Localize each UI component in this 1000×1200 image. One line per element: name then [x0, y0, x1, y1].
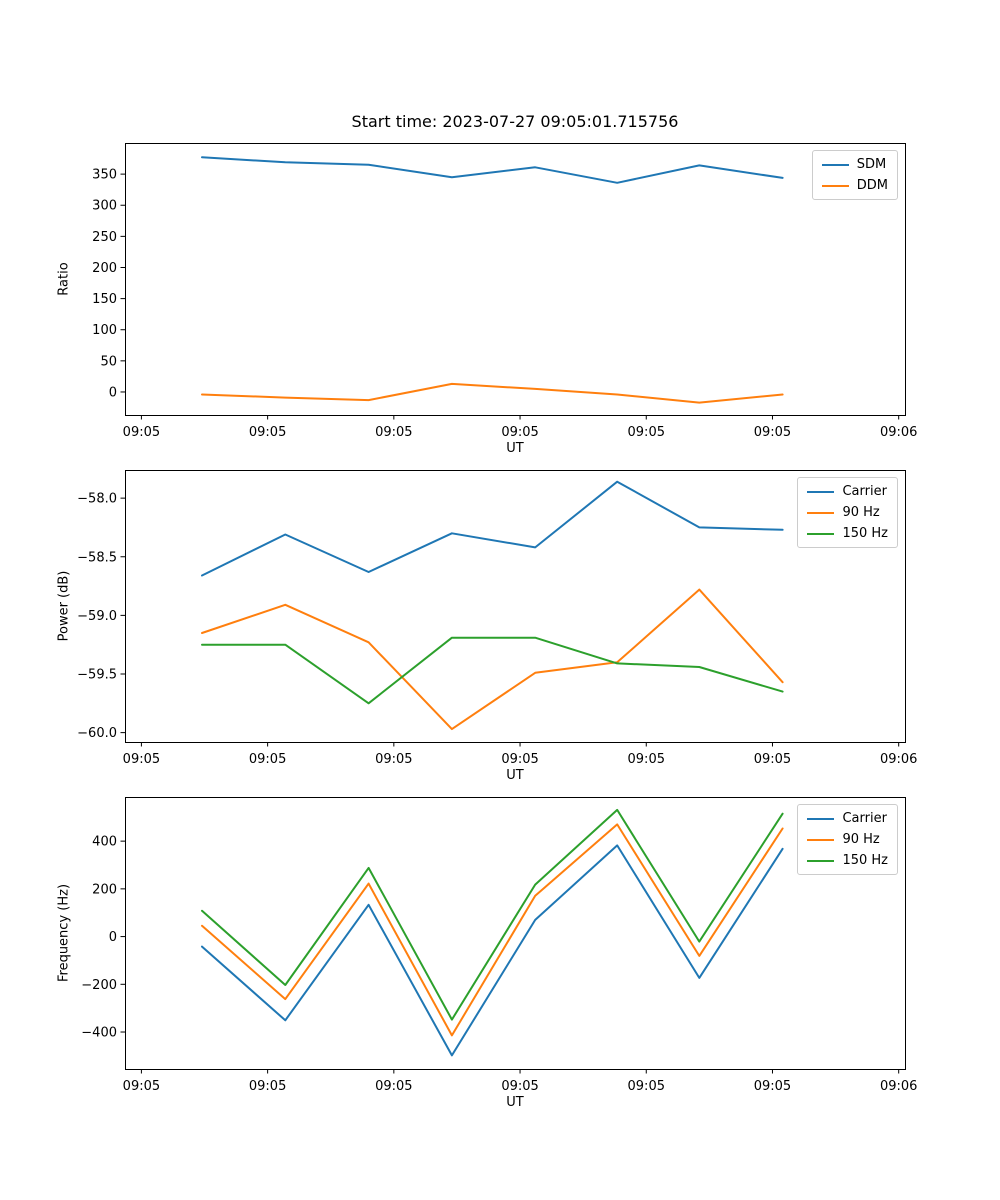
- line-150-hz: [202, 638, 783, 704]
- axes-frame: [126, 471, 906, 743]
- x-tick-label: 09:05: [375, 1079, 413, 1094]
- y-tick-label: −200: [81, 977, 117, 993]
- frequency-x-axis-label: UT: [506, 1095, 524, 1110]
- axes-frame: [126, 798, 906, 1070]
- 150hz-line-swatch-icon: [807, 533, 834, 535]
- legend-entry-150hz: [807, 523, 888, 544]
- legend-entry-ddm: [822, 175, 888, 196]
- y-tick-label: −58.5: [77, 550, 117, 566]
- power-y-axis-label: Power (dB): [56, 570, 72, 642]
- 150hz-line-swatch-icon: [807, 860, 834, 862]
- x-tick-label: 09:05: [122, 1079, 161, 1094]
- frequency-y-axis-label: Frequency (Hz): [56, 883, 72, 983]
- x-tick-label: 09:05: [122, 752, 161, 767]
- x-tick-label: 09:05: [753, 1079, 792, 1094]
- line-90-hz: [202, 824, 783, 1035]
- frequency-legend: [797, 804, 898, 875]
- y-tick-label: 200: [92, 882, 117, 898]
- legend-entry-carrier: [807, 808, 888, 829]
- power-legend: [797, 477, 898, 548]
- x-tick-label: 09:05: [248, 425, 287, 440]
- x-tick-label: 09:05: [248, 1079, 287, 1094]
- x-tick-label: 09:05: [753, 425, 792, 440]
- y-tick-label: 50: [100, 354, 117, 370]
- 90hz-line-swatch-icon: [807, 839, 834, 841]
- line-90-hz: [202, 590, 783, 730]
- y-tick-label: 0: [108, 930, 117, 946]
- legend-entry-90hz: [807, 502, 888, 523]
- legend-label-ddm: DDM: [856, 178, 888, 193]
- line-sdm: [202, 157, 783, 183]
- legend-label-carrier: Carrier: [842, 484, 887, 499]
- line-carrier: [202, 482, 783, 576]
- y-tick-label: −59.0: [77, 608, 117, 624]
- y-tick-label: 400: [92, 834, 117, 850]
- x-tick-label: 09:06: [879, 752, 918, 767]
- legend-label-150hz: 150 Hz: [842, 526, 888, 541]
- x-tick-label: 09:05: [248, 752, 287, 767]
- power-x-axis-label: UT: [506, 768, 524, 783]
- axes-frame: [126, 144, 906, 416]
- x-tick-label: 09:06: [879, 425, 918, 440]
- x-tick-label: 09:05: [501, 1079, 539, 1094]
- legend-label-sdm: SDM: [856, 157, 887, 172]
- y-tick-label: 350: [92, 167, 117, 183]
- x-tick-label: 09:05: [627, 425, 665, 440]
- line-ddm: [202, 384, 783, 403]
- legend-entry-carrier: [807, 481, 888, 502]
- legend-label-90hz: 90 Hz: [842, 505, 880, 520]
- legend-entry-90hz: [807, 829, 888, 850]
- y-tick-label: −59.5: [77, 667, 117, 683]
- y-tick-label: −400: [81, 1025, 117, 1041]
- legend-label-90hz: 90 Hz: [842, 832, 880, 847]
- x-tick-label: 09:05: [753, 752, 792, 767]
- x-tick-label: 09:05: [375, 425, 413, 440]
- x-tick-label: 09:05: [501, 425, 539, 440]
- carrier-line-swatch-icon: [807, 818, 834, 820]
- y-tick-label: 300: [92, 198, 117, 214]
- y-tick-label: −58.0: [77, 491, 117, 507]
- figure-title: Start time: 2023-07-27 09:05:01.715756: [351, 112, 679, 131]
- legend-label-150hz: 150 Hz: [842, 853, 888, 868]
- legend-label-carrier: Carrier: [842, 811, 887, 826]
- y-tick-label: 200: [92, 260, 117, 276]
- legend-entry-150hz: [807, 850, 888, 871]
- y-tick-label: 250: [92, 229, 117, 245]
- x-tick-label: 09:05: [627, 1079, 665, 1094]
- ratio-y-axis-label: Ratio: [56, 262, 72, 296]
- 90hz-line-swatch-icon: [807, 512, 834, 514]
- y-tick-label: −60.0: [77, 726, 117, 742]
- x-tick-label: 09:05: [627, 752, 665, 767]
- carrier-line-swatch-icon: [807, 491, 834, 493]
- ddm-line-swatch-icon: [822, 185, 849, 187]
- x-tick-label: 09:05: [501, 752, 539, 767]
- legend-entry-sdm: [822, 154, 888, 175]
- x-tick-label: 09:06: [879, 1079, 918, 1094]
- x-tick-label: 09:05: [375, 752, 413, 767]
- sdm-line-swatch-icon: [822, 164, 849, 166]
- y-tick-label: 150: [92, 292, 117, 308]
- y-tick-label: 100: [92, 323, 117, 339]
- ratio-legend: [812, 150, 898, 200]
- x-tick-label: 09:05: [122, 425, 161, 440]
- y-tick-label: 0: [108, 385, 117, 401]
- ratio-x-axis-label: UT: [506, 441, 524, 456]
